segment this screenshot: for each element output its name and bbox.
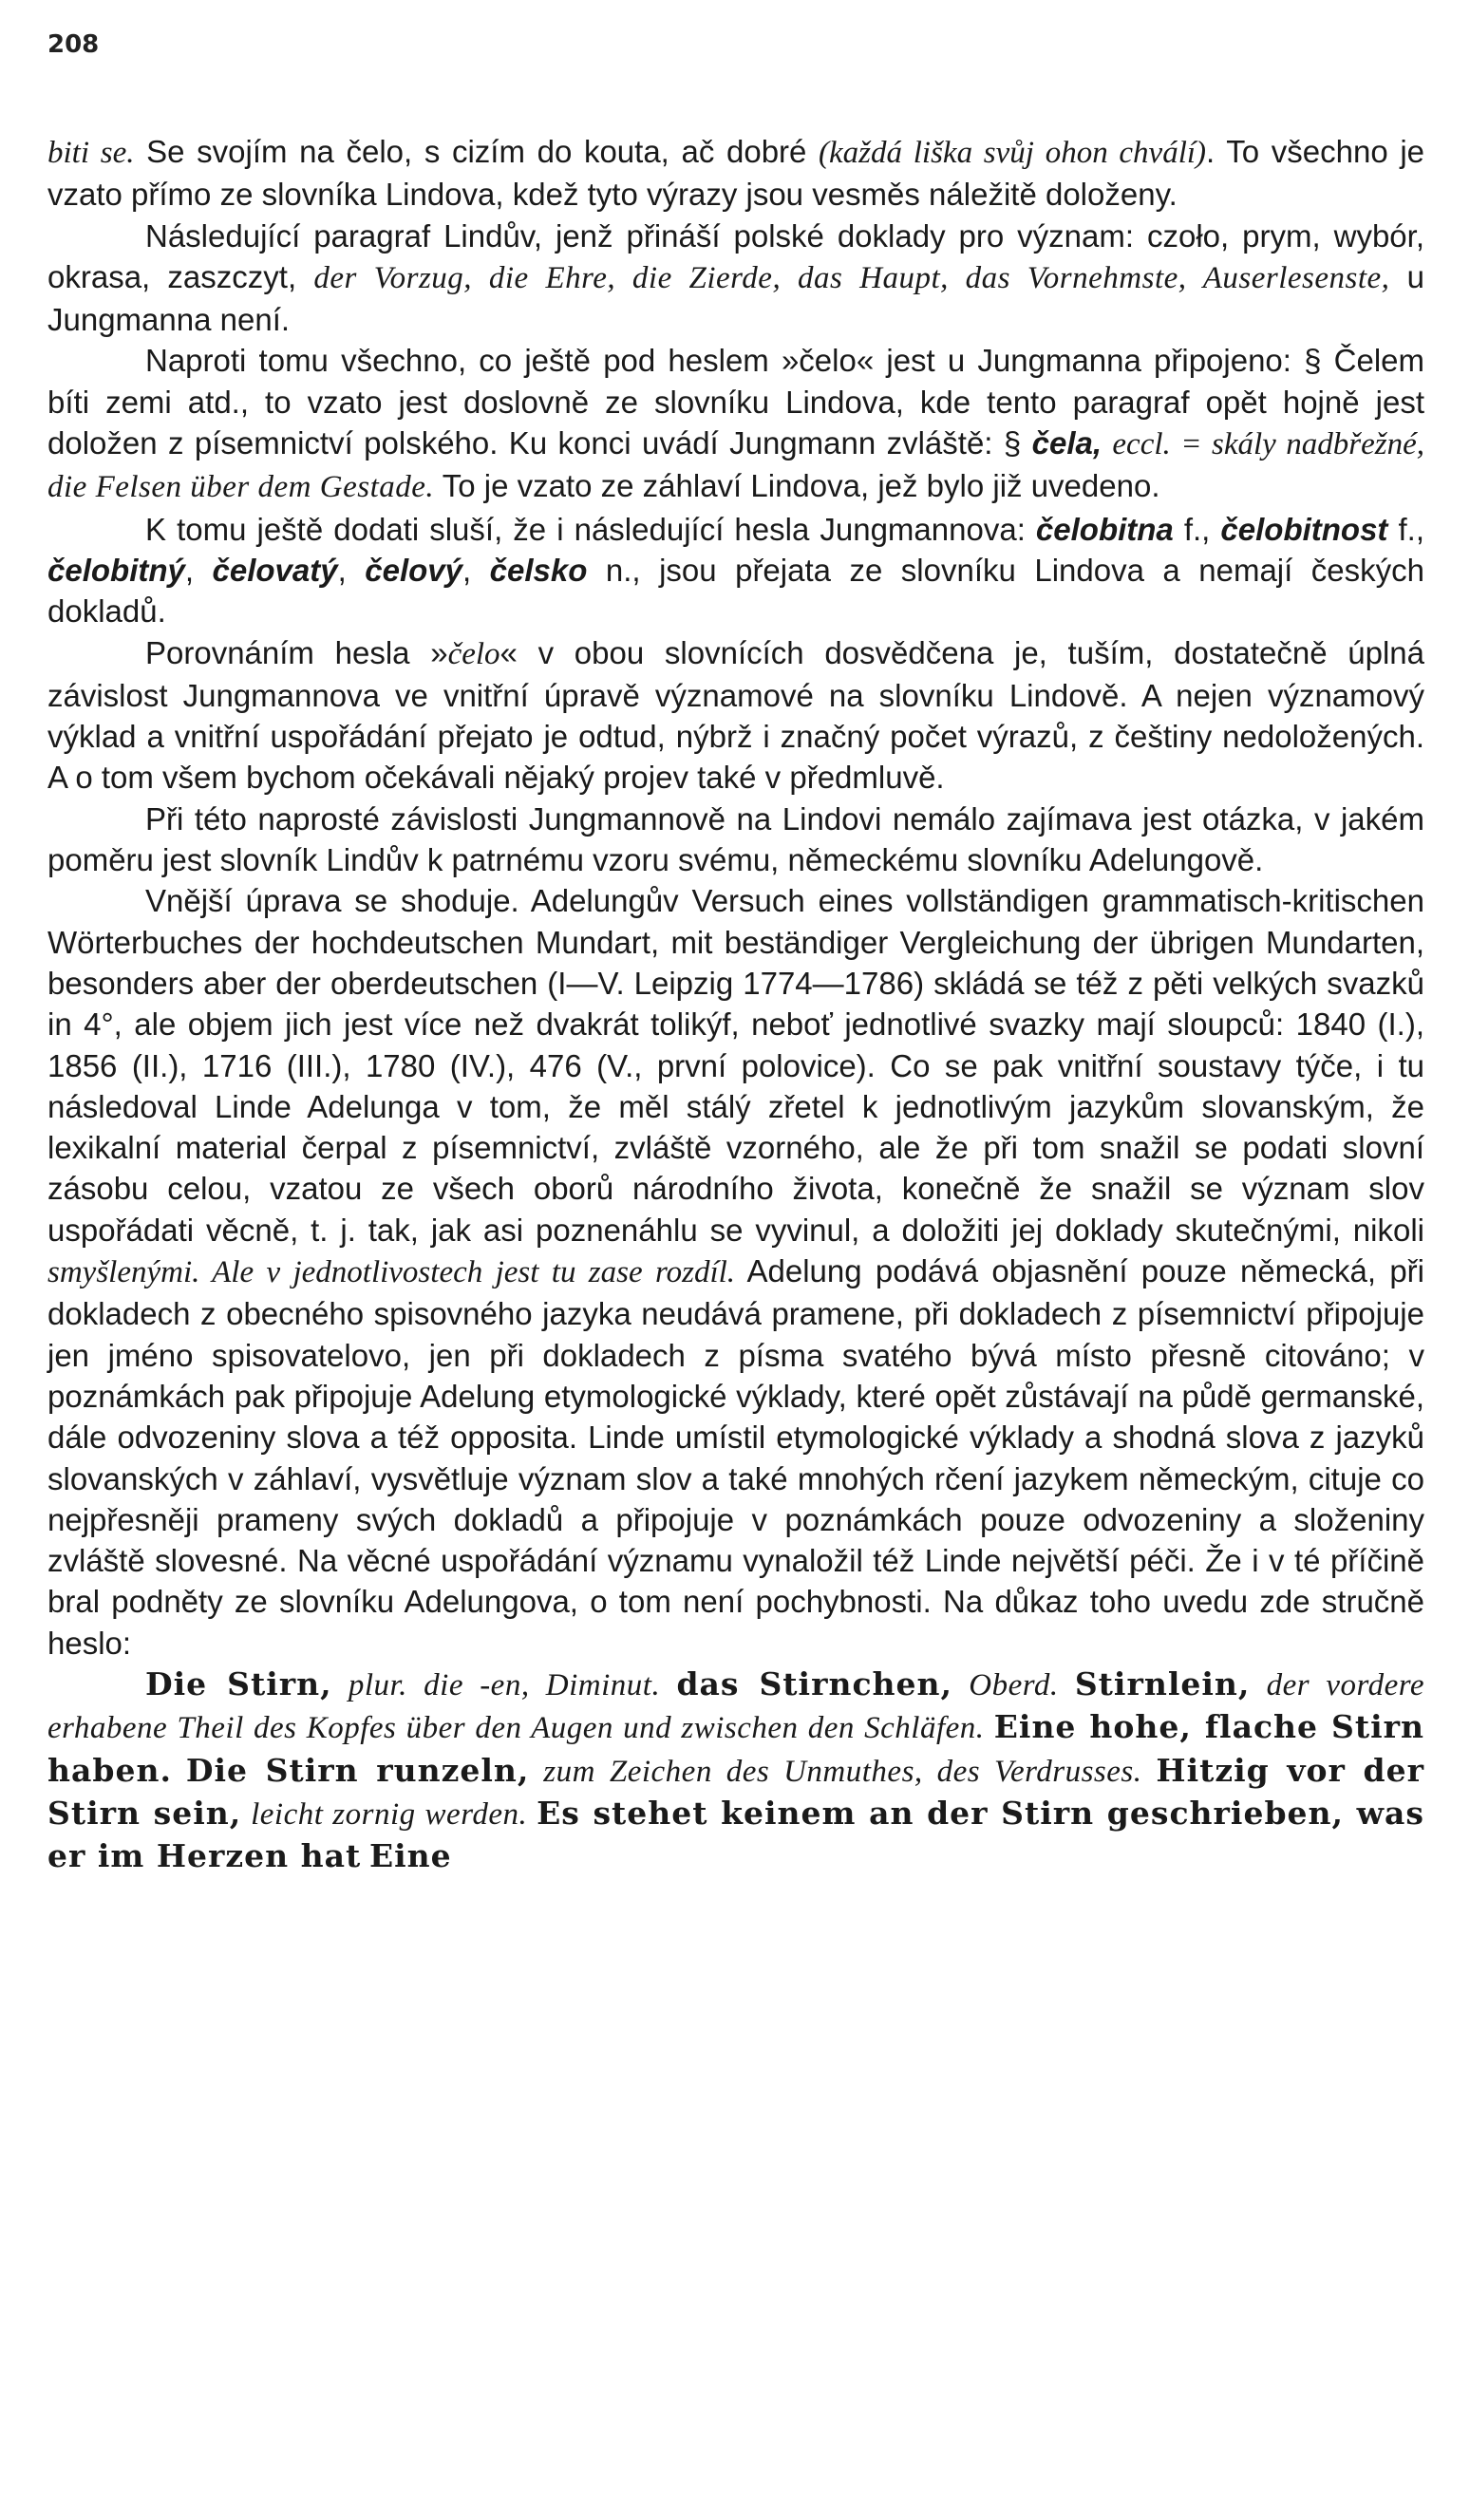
text-run: ,: [184, 552, 213, 588]
headword: Die Stirn,: [145, 1664, 332, 1702]
text-run: čelobitna: [1035, 511, 1174, 547]
text-run-bold: Stirnlein,: [1074, 1664, 1251, 1702]
text-run: čelobitný: [47, 552, 185, 588]
text-run-bold: Eine hohe, flache Stirn haben.: [47, 1708, 1424, 1789]
body-text: [47, 131, 1424, 1878]
text-run: Při této naprosté závislosti Jungmannově na Lindovi nemálo zajímava jest otázka, v jakém poměru jest slovník Lindův k patrnému vzoru svému, německému slovníku Adelungově.: [47, 800, 1424, 878]
text-run: « v obou slovnících dosvědčena je, tuším, dostatečně úplná závislost Jungmannova ve vnitřní úpravě významové na slovníku Lindově. A nejen významový výklad a vnitřní uspořádání přejato je odtud, nýbrž i značný počet výrazů, z češtiny nedoložených. A o tom všem bychom očekávali nějaký projev také v předmluvě.: [47, 634, 1424, 796]
text-run-german: zum Zeichen des Unmuthes, des Verdrusses.: [529, 1754, 1157, 1789]
text-run: čelový: [365, 552, 463, 588]
text-run-bold: Hitzig vor der Stirn sein,: [47, 1751, 1424, 1832]
text-run: (každá liška svůj ohon chválí): [819, 136, 1207, 170]
text-run-bold: Eine: [368, 1837, 452, 1875]
text-run: čelovatý: [212, 552, 338, 588]
text-run: [1102, 425, 1112, 461]
text-run: čelo: [447, 636, 500, 671]
text-run: Vnější úprava se shoduje. Adelungův Versuch eines vollständigen grammatisch-kritischen Wörterbuches der hochdeutschen Mundart, mit beständiger Vergleichung der übrigen Mundarten, besonders aber der oberdeutschen (I—V. Leipzig 1774—1786) skládá se též z pěti velkých svazků in 4°, ale objem jich jest více než dvakrát tolikýf, neboť jednotlivé svazky mají sloupců: 1840 (I.), 1856 (II.), 1716 (III.), 1780 (IV.), 476 (V., první polovice). Co se pak vnitřní soustavy týče, i tu následoval Linde Adelunga v tom, že měl stálý zřetel k jednotlivým jazykům slovanským, že lexikalní material čerpal z písemnictví, zvláště vzorného, ale že při tom snažil se podati slovní zásobu celou, vzatou ze všech oborů národního života, konečně že snažil se význam slov uspořádati věcně, t. j. tak, jak asi poznenáhlu se vyvinul, a doložiti jej doklady skutečnými, nikoli: [47, 883, 1424, 1248]
text-run: čelobitnost: [1220, 511, 1388, 547]
text-run: ,: [337, 552, 366, 588]
text-run: f.,: [1173, 511, 1221, 547]
text-run-german: [172, 1755, 186, 1789]
text-run-german: der Vorzug, die Ehre, die Zierde, das Haupt, das Vornehmste, Auserlesenste,: [313, 260, 1390, 295]
paragraph-3: [47, 340, 1424, 508]
text-run: ,: [462, 552, 490, 588]
text-run: Adelung podává objasnění pouze německá, při dokladech z obecného spisovného jazyka neudává pramene, při dokladech z písemnictví připojuje jen jméno spisovatelovo, jen při dokladech z písma svatého bývá místo přesně citováno; v poznámkách pak připojuje Adelung etymologické výklady, které opět zůstávají na půdě germanské, dále odvozeniny slova a též opposita. Linde umístil etymologické výklady a shodná slova z jazyků slovanských v záhlaví, vysvětluje význam slov a také mnohých rčení jazykem německým, cituje co nejpřesněji prameny svých dokladů a připojuje v poznámkách pouze odvozeniny a složeniny zvláště slovesné. Na věcné uspořádání významu vynaložil též Linde největší péči. Že i v té příčině bral podněty ze slovníku Adelungova, o tom není pochybnosti. Na důkaz toho uvedu zde stručně heslo:: [47, 1253, 1424, 1661]
text-run: čela,: [1031, 425, 1102, 461]
paragraph-7: [47, 880, 1424, 1664]
text-run: Naproti tomu všechno, co ještě pod heslem »čelo« jest u Jungmanna připojeno: § Čelem bíti zemi atd., to vzato jest doslovně ze slovníku Lindova, kde tento paragraf opět hojně jest doložen z písemnictví polského. Ku konci uvádí Jungmann zvláště: §: [47, 343, 1424, 461]
text-run: u Jungmanna není.: [47, 258, 1424, 338]
text-run: eccl. = skály nadbřežné,: [1112, 427, 1424, 462]
text-run-bold: das Stirnchen,: [676, 1664, 953, 1702]
text-run-bold: Es stehet keinem an der Stirn geschrieben, was er im Herzen hat: [47, 1794, 1424, 1875]
paragraph-5: [47, 632, 1424, 799]
text-run: Následující paragraf Lindův, jenž přináší polské doklady pro význam: czoło, prym, wybór, okrasa, zaszczyt,: [47, 217, 1424, 294]
paragraph-8-dictionary-entry: [47, 1664, 1424, 1878]
text-run-german: [361, 1840, 369, 1874]
paragraph-2: [47, 216, 1424, 341]
text-run: Porovnáním hesla »: [145, 634, 448, 670]
text-run: . To všechno je vzato přímo ze slovníka Lindova, kdež tyto výrazy jsou vesměs náležitě doloženy.: [47, 134, 1425, 213]
paragraph-1: [47, 131, 1424, 216]
text-run-german: plur. die -en, Diminut.: [331, 1667, 677, 1702]
text-run: Se svojím na čelo, s cizím do kouta, ač dobré: [134, 134, 820, 169]
page-number: 208: [47, 30, 100, 59]
paragraph-6: [47, 799, 1424, 881]
text-run-german: die Felsen über dem Gestade.: [47, 470, 435, 505]
text-run-german: leicht zornig werden.: [241, 1796, 537, 1832]
text-run: f.,: [1387, 511, 1424, 547]
text-run: čelsko: [489, 552, 588, 588]
text-run: K tomu ještě dodati sluší, že i následující hesla Jungmannova:: [145, 511, 1036, 547]
text-run-bold: Die Stirn runzeln,: [185, 1751, 530, 1789]
paragraph-4: [47, 509, 1424, 632]
text-run: smyšlenými. Ale v jednotlivostech jest tu zase rozdíl.: [47, 1255, 736, 1290]
text-run-german: der vordere erhabene Theil des Kopfes über den Augen und zwischen den Schläfen.: [47, 1667, 1424, 1746]
text-run: To je vzato ze záhlaví Lindova, jež bylo již uvedeno.: [434, 468, 1160, 504]
text-run: biti se.: [47, 136, 135, 170]
text-run-german: Oberd.: [952, 1667, 1075, 1702]
text-run: n., jsou přejata ze slovníku Lindova a nemají českých dokladů.: [47, 552, 1424, 630]
